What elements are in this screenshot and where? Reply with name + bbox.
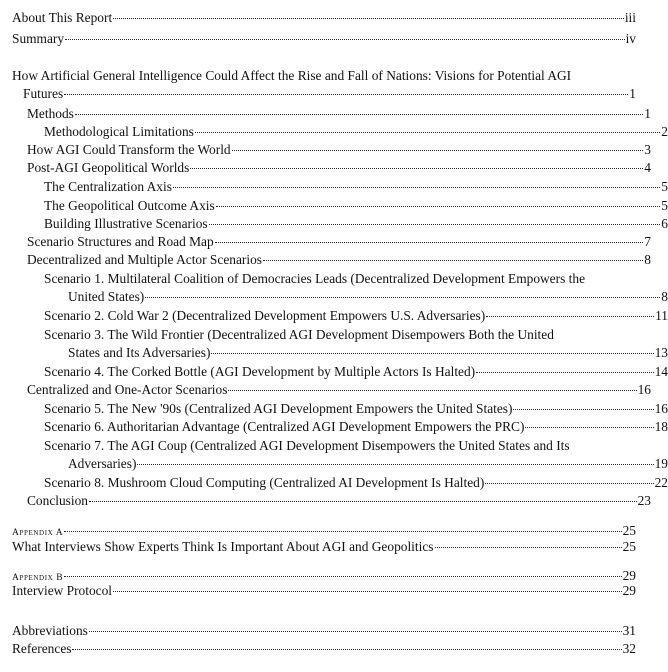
toc-title: Conclusion xyxy=(27,493,89,508)
dot-leader xyxy=(65,39,625,40)
dot-leader xyxy=(228,390,636,391)
toc-entry-interview-protocol[interactable] xyxy=(12,582,636,600)
toc-page: 8 xyxy=(644,252,651,267)
toc-page: 25 xyxy=(622,539,636,554)
dot-leader xyxy=(89,501,637,502)
toc-page: 16 xyxy=(637,382,651,397)
toc-entry-scenario-5[interactable] xyxy=(12,400,668,418)
toc-entry-scenario-2[interactable] xyxy=(12,307,668,325)
dot-leader xyxy=(435,547,622,548)
toc-title: Building Illustrative Scenarios xyxy=(44,216,208,231)
toc-title: Centralized and One-Actor Scenarios xyxy=(27,382,228,397)
toc-entry-centralized-scenarios[interactable] xyxy=(12,381,651,399)
toc-page: 11 xyxy=(655,308,668,323)
toc-title-continued: Adversaries) xyxy=(68,456,137,472)
dot-leader xyxy=(525,427,653,428)
dot-leader xyxy=(137,464,653,465)
toc-title: How Artificial General Intelligence Could Affect the Rise and Fall of Nations: Visions for Potential AGI xyxy=(12,68,572,83)
toc-title: Post-AGI Geopolitical Worlds xyxy=(27,160,190,175)
toc-page: 29 xyxy=(622,583,636,598)
toc-page: 4 xyxy=(644,160,651,175)
toc-entry-summary[interactable] xyxy=(12,30,636,48)
toc-title: Scenario 3. The Wild Frontier (Decentralized AGI Development Disempowers Both the United xyxy=(44,327,554,342)
dot-leader xyxy=(209,224,661,225)
toc-page: 5 xyxy=(661,179,668,194)
toc-entry-scenario-7[interactable] xyxy=(12,437,668,474)
toc-page: 6 xyxy=(661,216,668,231)
toc-page: 3 xyxy=(644,142,651,157)
toc-entry-geopolitical-outcome-axis[interactable] xyxy=(12,197,668,215)
toc-page: 14 xyxy=(654,364,668,379)
toc-title: What Interviews Show Experts Think Is Important About AGI and Geopolitics xyxy=(12,539,434,554)
toc-entry-methodological-limitations[interactable] xyxy=(12,123,668,141)
toc-entry-methods[interactable] xyxy=(12,105,651,123)
dot-leader xyxy=(64,576,621,577)
toc-title: Scenario 8. Mushroom Cloud Computing (Centralized AI Development Is Halted) xyxy=(44,475,485,490)
toc-title: Scenario 6. Authoritarian Advantage (Centralized AGI Development Empowers the PRC) xyxy=(44,419,525,434)
toc-entry-post-agi-worlds[interactable] xyxy=(12,159,651,177)
toc-title: Scenario 7. The AGI Coup (Centralized AGI Development Disempowers the United States and Its xyxy=(44,438,570,453)
toc-entry-centralization-axis[interactable] xyxy=(12,178,668,196)
toc-title: Summary xyxy=(12,31,65,46)
dot-leader xyxy=(263,260,643,261)
toc-entry-chapter-main[interactable] xyxy=(12,67,636,104)
dot-leader xyxy=(145,297,660,298)
toc-entry-conclusion[interactable] xyxy=(12,492,651,510)
dot-leader xyxy=(64,531,621,532)
toc-entry-scenario-6[interactable] xyxy=(12,418,668,436)
toc-title: Scenario 2. Cold War 2 (Decentralized Development Empowers U.S. Adversaries) xyxy=(44,308,486,323)
toc-entry-scenario-structures[interactable] xyxy=(12,233,651,251)
dot-leader xyxy=(173,187,660,188)
toc-title-continued: States and Its Adversaries) xyxy=(68,345,211,361)
dot-leader xyxy=(64,94,628,95)
toc-page: 2 xyxy=(661,124,668,139)
toc-page: 1 xyxy=(644,106,651,121)
toc-page: 18 xyxy=(654,419,668,434)
dot-leader xyxy=(75,114,643,115)
toc-entry-scenario-4[interactable] xyxy=(12,363,668,381)
toc-entry-building-scenarios[interactable] xyxy=(12,215,668,233)
toc-page: 7 xyxy=(644,234,651,249)
dot-leader xyxy=(513,409,653,410)
dot-leader xyxy=(232,150,644,151)
toc-title: References xyxy=(12,641,72,656)
toc-title: Scenario 1. Multilateral Coalition of Democracies Leads (Decentralized Development Empowers the xyxy=(44,271,586,286)
toc-title: Decentralized and Multiple Actor Scenarios xyxy=(27,252,262,267)
dot-leader xyxy=(113,18,624,19)
toc-page: 5 xyxy=(661,198,668,213)
toc-title-continued: Futures xyxy=(23,86,64,102)
dot-leader xyxy=(476,372,653,373)
dot-leader xyxy=(72,649,621,650)
toc-title: Scenario Structures and Road Map xyxy=(27,234,214,249)
toc-entry-decentralized-scenarios[interactable] xyxy=(12,251,651,269)
dot-leader xyxy=(211,353,653,354)
dot-leader xyxy=(113,591,622,592)
toc-page: 13 xyxy=(654,345,668,361)
toc-title: The Geopolitical Outcome Axis xyxy=(44,198,215,213)
toc-entry-references[interactable] xyxy=(12,640,636,658)
toc-title: Methodological Limitations xyxy=(44,124,194,139)
toc-page: iv xyxy=(625,31,636,46)
toc-page: 22 xyxy=(654,475,668,490)
toc-page: 32 xyxy=(622,641,636,656)
toc-page: 19 xyxy=(654,456,668,472)
toc-entry-abbreviations[interactable] xyxy=(12,622,636,640)
toc-entry-scenario-1[interactable] xyxy=(12,270,668,307)
toc-title: About This Report xyxy=(12,10,113,25)
dot-leader xyxy=(195,132,660,133)
toc-entry-scenario-8[interactable] xyxy=(12,474,668,492)
dot-leader xyxy=(190,168,643,169)
toc-title: Scenario 5. The New '90s (Centralized AGI Development Empowers the United States) xyxy=(44,401,513,416)
toc-title-continued: United States) xyxy=(68,289,145,305)
toc-title: Scenario 4. The Corked Bottle (AGI Development by Multiple Actors Is Halted) xyxy=(44,364,476,379)
toc-page: 16 xyxy=(654,401,668,416)
toc-entry-interviews[interactable] xyxy=(12,538,636,556)
toc-page: 23 xyxy=(637,493,651,508)
dot-leader xyxy=(89,631,622,632)
toc-title: The Centralization Axis xyxy=(44,179,172,194)
toc-page: 29 xyxy=(622,568,636,583)
toc-title: Appendix B xyxy=(12,572,64,583)
toc-page: 8 xyxy=(661,289,668,305)
toc-title: Appendix A xyxy=(12,527,64,538)
toc-title: Methods xyxy=(27,106,74,121)
dot-leader xyxy=(216,206,661,207)
toc-entry-scenario-3[interactable] xyxy=(12,326,668,363)
toc-entry-agi-transform[interactable] xyxy=(12,141,651,159)
toc-title: How AGI Could Transform the World xyxy=(27,142,231,157)
toc-title: Abbreviations xyxy=(12,623,88,638)
toc-title: Interview Protocol xyxy=(12,583,113,598)
dot-leader xyxy=(486,316,654,317)
toc-page: iii xyxy=(624,10,636,25)
toc-page: 25 xyxy=(622,523,636,538)
toc-page: 31 xyxy=(622,623,636,638)
toc-entry-about[interactable] xyxy=(12,9,636,27)
dot-leader xyxy=(215,242,644,243)
dot-leader xyxy=(485,483,653,484)
toc-page: 1 xyxy=(629,86,636,102)
